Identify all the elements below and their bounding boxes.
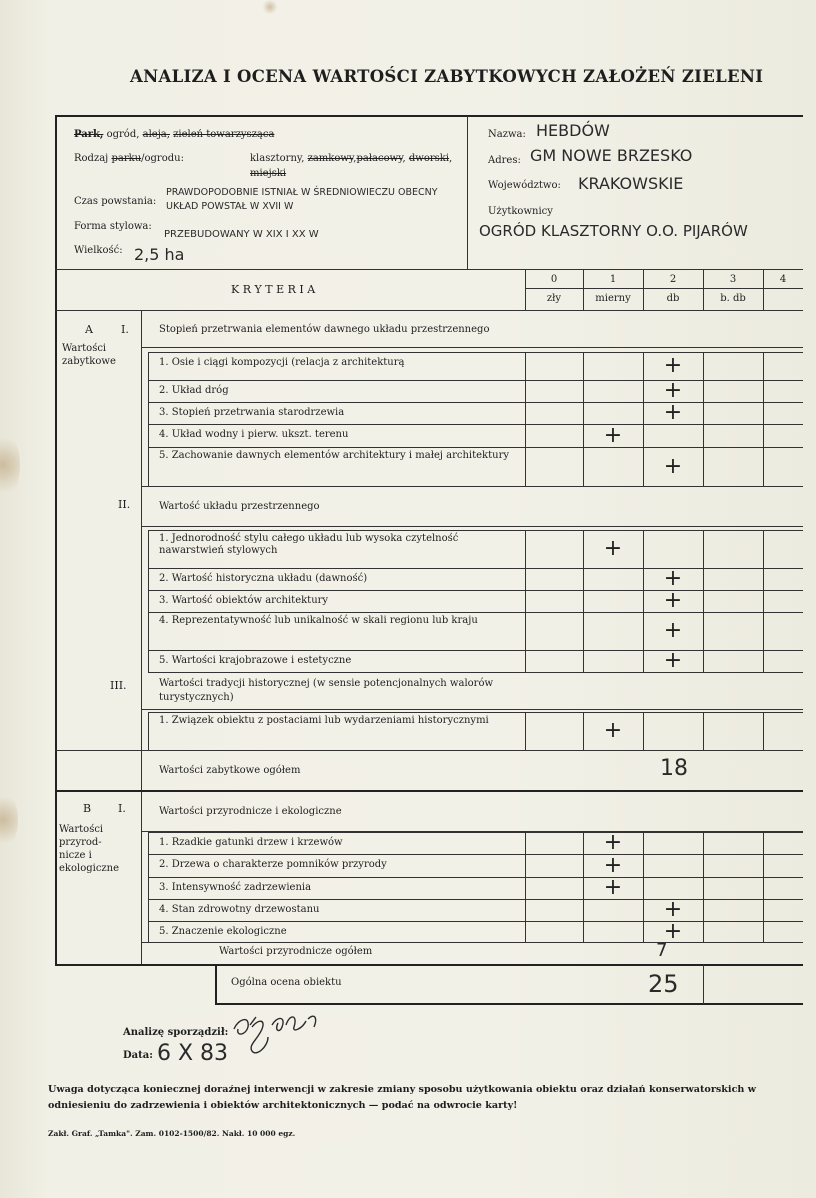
row-divider	[148, 650, 149, 672]
column-divider	[583, 402, 584, 424]
table-divider	[583, 270, 584, 310]
column-divider	[703, 854, 704, 877]
column-divider	[703, 352, 704, 380]
group-a1-title: Stopień przetrwania elementów dawnego układu przestrzennego	[159, 324, 490, 335]
column-divider	[703, 877, 704, 899]
wielkosc-value: 2,5 ha	[134, 245, 185, 264]
column-divider	[525, 921, 526, 942]
wojewodztwo-value: KRAKOWSKIE	[578, 174, 684, 193]
table-divider	[141, 347, 803, 348]
column-divider	[525, 530, 526, 568]
forma-label: Forma stylowa:	[74, 221, 152, 232]
column-divider	[763, 877, 764, 899]
column-divider	[763, 650, 764, 672]
row-divider	[148, 590, 803, 591]
uwaga-note: Uwaga dotycząca koniecznej doraźnej interwencji w zakresie zmiany sposobu użytkowania obiektu oraz działań konserwatorskich w odniesieniu do zadrzewienia i obiektów architektonicznych — podać na odwrocie karty!	[48, 1084, 756, 1111]
table-divider	[703, 964, 704, 1004]
row-divider	[148, 921, 803, 922]
column-divider	[763, 899, 764, 921]
row-divider	[148, 921, 149, 942]
row-divider	[148, 750, 803, 751]
scale-number: 2	[669, 274, 677, 285]
row-divider	[148, 612, 803, 613]
column-divider	[703, 530, 704, 568]
wojewodztwo-label: Województwo:	[488, 180, 561, 191]
uzytkownicy-value: OGRÓD KLASZTORNY O.O. PIJARÓW	[479, 222, 748, 240]
column-divider	[763, 590, 764, 612]
criterion-mark: +	[663, 918, 683, 944]
section-b-numeral: I.	[118, 802, 126, 815]
row-divider	[148, 832, 803, 833]
section-a-name: Wartości zabytkowe	[62, 343, 116, 367]
row-divider	[148, 424, 149, 447]
column-divider	[525, 568, 526, 590]
section-a-numeral: I.	[121, 323, 129, 336]
table-divider	[55, 310, 803, 311]
column-divider	[643, 832, 644, 854]
table-divider	[467, 116, 468, 269]
rodzaj-options: klasztorny, zamkowy,pałacowy, dworski,	[250, 153, 453, 164]
column-divider	[763, 612, 764, 650]
column-divider	[703, 921, 704, 942]
row-divider	[148, 590, 149, 612]
row-divider	[148, 530, 803, 531]
criterion-label: 1. Rzadkie gatunki drzew i krzewów	[159, 837, 343, 848]
group-a2-title: Wartość układu przestrzennego	[159, 501, 320, 512]
row-divider	[148, 352, 149, 380]
criterion-label: 5. Znaczenie ekologiczne	[159, 926, 287, 937]
column-divider	[525, 712, 526, 750]
scale-number: 3	[729, 274, 737, 285]
scale-number: 4	[779, 274, 787, 285]
criterion-mark: +	[663, 618, 683, 643]
criterion-mark: +	[663, 378, 683, 403]
criterion-mark: +	[663, 566, 683, 591]
column-divider	[763, 854, 764, 877]
row-divider	[148, 380, 803, 381]
criterion-label: 3. Stopień przetrwania starodrzewia	[159, 407, 345, 418]
table-divider	[141, 709, 803, 710]
criterion-mark: +	[663, 353, 683, 378]
criterion-mark: +	[603, 536, 623, 561]
column-divider	[643, 854, 644, 877]
group-a3-numeral: III.	[110, 679, 127, 692]
column-divider	[643, 530, 644, 568]
total-zabytkowe-value: 18	[660, 756, 688, 781]
table-divider	[55, 790, 803, 792]
criterion-label: 5. Zachowanie dawnych elementów architektury i małej architektury	[159, 450, 510, 461]
column-divider	[763, 832, 764, 854]
total-przyrodnicze-value: 7	[656, 940, 668, 961]
scale-label: zły	[546, 293, 562, 304]
czas-label: Czas powstania:	[74, 196, 157, 207]
table-border	[55, 964, 803, 966]
data-value: 6 X 83	[157, 1041, 229, 1066]
column-divider	[703, 612, 704, 650]
criterion-mark: +	[663, 588, 683, 613]
section-b-letter: B	[83, 802, 92, 815]
table-divider	[643, 270, 644, 310]
table-border	[55, 115, 57, 965]
column-divider	[525, 832, 526, 854]
criterion-label: 4. Reprezentatywność lub unikalność w skali regionu lub kraju	[159, 615, 478, 626]
table-divider	[525, 288, 803, 289]
row-divider	[148, 568, 803, 569]
forma-value: PRZEBUDOWANY W XIX I XX W	[164, 229, 319, 240]
rodzaj-miejski: miejski	[250, 168, 287, 179]
scale-label: b. db	[720, 293, 746, 304]
row-divider	[148, 942, 803, 943]
criterion-mark: +	[603, 830, 623, 855]
column-divider	[525, 380, 526, 402]
table-divider	[763, 270, 764, 310]
criterion-mark: +	[663, 648, 683, 673]
signature-icon	[228, 1005, 328, 1057]
column-divider	[763, 712, 764, 750]
table-border	[55, 115, 803, 117]
stain	[0, 790, 18, 850]
section-a-letter: A	[85, 323, 93, 336]
row-divider	[148, 447, 149, 486]
object-type-line: Park, ogród, aleja, zieleń towarzysząca	[74, 129, 275, 140]
czas-value: PRAWDOPODOBNIE ISTNIAŁ W ŚREDNIOWIECZU OBECNY UKŁAD POWSTAŁ W XVII W	[166, 187, 438, 212]
section-b-name: Wartości przyrod-nicze i ekologiczne	[59, 824, 120, 874]
column-divider	[703, 380, 704, 402]
row-divider	[148, 854, 149, 877]
column-divider	[643, 712, 644, 750]
column-divider	[703, 590, 704, 612]
group-b1-title: Wartości przyrodnicze i ekologiczne	[159, 806, 342, 817]
criterion-label: 2. Układ dróg	[159, 385, 229, 396]
column-divider	[525, 854, 526, 877]
column-divider	[525, 590, 526, 612]
table-divider	[55, 269, 803, 270]
nazwa-label: Nazwa:	[488, 129, 526, 140]
column-divider	[583, 899, 584, 921]
row-divider	[148, 877, 803, 878]
column-divider	[525, 612, 526, 650]
column-divider	[525, 352, 526, 380]
column-divider	[643, 877, 644, 899]
column-divider	[583, 380, 584, 402]
nazwa-value: HEBDÓW	[536, 121, 610, 140]
criterion-mark: +	[663, 400, 683, 425]
criterion-label: 1. Jednorodność stylu całego układu lub wysoka czytelność nawarstwień stylowych	[159, 533, 459, 556]
column-divider	[583, 568, 584, 590]
row-divider	[148, 877, 149, 899]
row-divider	[148, 447, 803, 448]
scale-number: 1	[609, 274, 617, 285]
column-divider	[583, 352, 584, 380]
ogolna-ocena-value: 25	[648, 970, 679, 998]
row-divider	[148, 380, 149, 402]
total-zabytkowe-label: Wartości zabytkowe ogółem	[159, 765, 301, 776]
form-title: ANALIZA I OCENA WARTOŚCI ZABYTKOWYCH ZAŁOŻEŃ ZIELENI	[130, 67, 764, 86]
uzytkownicy-label: Użytkownicy	[488, 206, 553, 217]
column-divider	[703, 899, 704, 921]
table-divider	[703, 270, 704, 310]
data-label: Data:	[123, 1050, 153, 1061]
column-divider	[703, 712, 704, 750]
sporzadzil-label: Analizę sporządził:	[123, 1027, 229, 1038]
row-divider	[148, 424, 803, 425]
criterion-mark: +	[603, 875, 623, 900]
group-a2-numeral: II.	[118, 498, 131, 511]
column-divider	[763, 380, 764, 402]
column-divider	[763, 424, 764, 447]
row-divider	[148, 402, 149, 424]
criterion-label: 2. Wartość historyczna układu (dawność)	[159, 573, 368, 584]
row-divider	[148, 612, 149, 650]
criterion-label: 2. Drzewa o charakterze pomników przyrody	[159, 859, 387, 870]
adres-label: Adres:	[488, 155, 521, 166]
table-divider	[525, 270, 526, 310]
column-divider	[583, 590, 584, 612]
criterion-label: 3. Intensywność zadrzewienia	[159, 882, 312, 893]
column-divider	[583, 650, 584, 672]
column-divider	[763, 447, 764, 486]
column-divider	[763, 921, 764, 942]
column-divider	[763, 352, 764, 380]
row-divider	[148, 486, 803, 487]
column-divider	[703, 568, 704, 590]
table-divider	[141, 526, 803, 527]
column-divider	[703, 832, 704, 854]
row-divider	[148, 712, 149, 750]
column-divider	[525, 447, 526, 486]
criterion-mark: +	[603, 718, 623, 743]
criterion-label: 3. Wartość obiektów architektury	[159, 595, 329, 606]
stain	[262, 0, 278, 14]
column-divider	[525, 877, 526, 899]
criterion-mark: +	[603, 852, 623, 878]
total-przyrodnicze-label: Wartości przyrodnicze ogółem	[219, 946, 373, 957]
column-divider	[583, 447, 584, 486]
column-divider	[763, 530, 764, 568]
criterion-label: 4. Stan zdrowotny drzewostanu	[159, 904, 320, 915]
row-divider	[148, 854, 803, 855]
print-info: Zakł. Graf. „Tamka". Zam. 0102-1500/82. Nakł. 10 000 egz.	[48, 1129, 296, 1138]
row-divider	[148, 402, 803, 403]
column-divider	[643, 424, 644, 447]
table-divider	[141, 310, 142, 965]
row-divider	[148, 899, 803, 900]
criterion-mark: +	[603, 422, 623, 448]
group-a3-title: Wartości tradycji historycznej (w sensie potencjonalnych walorów turystycznych)	[159, 678, 494, 703]
stain	[0, 430, 20, 500]
criterion-mark: +	[663, 897, 683, 922]
column-divider	[703, 402, 704, 424]
criterion-label: 4. Układ wodny i pierw. ukszt. terenu	[159, 429, 349, 440]
row-divider	[148, 530, 149, 568]
row-divider	[148, 832, 149, 854]
row-divider	[148, 650, 803, 651]
column-divider	[525, 650, 526, 672]
table-divider	[55, 750, 141, 751]
column-divider	[525, 424, 526, 447]
row-divider	[148, 899, 149, 921]
column-divider	[763, 568, 764, 590]
adres-value: GM NOWE BRZESKO	[530, 146, 693, 165]
column-divider	[763, 402, 764, 424]
row-divider	[148, 568, 149, 590]
row-divider	[148, 672, 803, 673]
row-divider	[148, 352, 803, 353]
criterion-label: 1. Osie i ciągi kompozycji (relacja z architekturą	[159, 357, 405, 368]
criterion-label: 5. Wartości krajobrazowe i estetyczne	[159, 655, 352, 666]
column-divider	[703, 447, 704, 486]
column-divider	[583, 921, 584, 942]
column-divider	[583, 612, 584, 650]
column-divider	[525, 899, 526, 921]
column-divider	[703, 424, 704, 447]
column-divider	[703, 650, 704, 672]
scale-label: db	[666, 293, 680, 304]
row-divider	[148, 712, 803, 713]
column-divider	[525, 402, 526, 424]
rodzaj-line: Rodzaj parku/ogrodu:	[74, 153, 184, 164]
criterion-label: 1. Związek obiektu z postaciami lub wydarzeniami historycznymi	[159, 715, 489, 726]
wielkosc-label: Wielkość:	[74, 245, 123, 256]
ogolna-ocena-label: Ogólna ocena obiektu	[231, 977, 342, 988]
table-border	[215, 964, 217, 1004]
scale-number: 0	[550, 274, 558, 285]
scale-label: mierny	[595, 293, 631, 304]
criterion-mark: +	[663, 453, 683, 479]
criteria-header: K R Y T E R I A	[231, 283, 316, 296]
